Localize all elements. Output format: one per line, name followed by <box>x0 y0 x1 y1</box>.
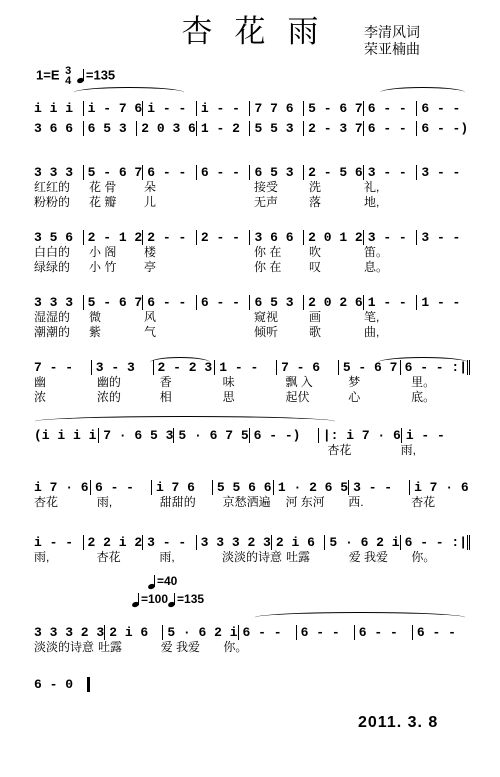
measure: 5 · 6 7 5 <box>173 428 248 443</box>
lyric-segment: 气 <box>144 325 157 339</box>
lyric-segment: 微 <box>89 310 102 324</box>
song-title: 杏花雨 <box>181 14 341 50</box>
measure: 2 - - <box>142 230 196 245</box>
measure: 3 6 6 <box>34 121 74 136</box>
measure: 6 - - <box>90 480 151 495</box>
lyric-segment: 接受 <box>254 180 279 194</box>
measure: 1 - 2 <box>196 121 250 136</box>
lyric-segment: 河 东河 <box>285 495 325 509</box>
lyric-segment: 地, <box>364 195 380 209</box>
lyric-segment: 红红的 <box>34 180 71 194</box>
quarter-note-icon <box>168 593 177 607</box>
lyric-segment: 飘 入 <box>285 375 313 389</box>
lyric-segment: 你 在 <box>254 245 282 259</box>
lyric-row <box>30 390 470 405</box>
lyric-segment: 底。 <box>411 390 436 404</box>
measure: 2 0 2 6 <box>303 295 363 310</box>
measure: 1 · 2 6 5 <box>273 480 348 495</box>
lyric-segment: 花 瓣 <box>89 195 117 209</box>
measure: 3 - - <box>416 165 470 180</box>
lyric-segment: 雨, <box>159 550 175 564</box>
lyric-segment: 吹 <box>309 245 322 259</box>
measure: i - - <box>142 101 196 116</box>
lyric-segment: 幽的 <box>96 375 121 389</box>
key-signature <box>36 66 115 86</box>
lyric-segment: 杏花 <box>34 495 59 509</box>
lyric-segment: 淡淡的诗意 <box>222 550 283 564</box>
lyric-segment: 思 <box>222 390 235 404</box>
lyric-segment: 紫 <box>89 325 102 339</box>
measure: 7 7 6 <box>249 101 303 116</box>
lyric-segment: 吐露 <box>98 640 123 654</box>
measure: 6 - - <box>238 625 296 640</box>
measure: 6 5 3 <box>249 165 303 180</box>
lyric-segment: 雨, <box>400 443 416 457</box>
quarter-note-icon <box>132 593 141 607</box>
measure: 3 3 3 2 3 <box>34 625 105 640</box>
score-system <box>30 160 470 210</box>
lyric-segment: 京愁洒遍 <box>222 495 271 509</box>
tempo-value: =135 <box>85 67 116 83</box>
measure: 7 · 6 5 3 <box>98 428 173 443</box>
measure: 5 - 6 7 <box>83 295 143 310</box>
score-system <box>30 620 470 655</box>
lyric-row <box>30 325 470 340</box>
quarter-note-icon <box>148 575 157 589</box>
score-system <box>30 290 470 340</box>
lyric-segment: 倾听 <box>254 325 279 339</box>
measure: 6 5 3 <box>83 121 137 136</box>
tie-line <box>378 357 468 368</box>
lyric-segment: 白白的 <box>34 245 71 259</box>
measure: 2 0 3 6 <box>136 121 196 136</box>
score-system <box>30 475 470 510</box>
measure: 6 5 3 <box>249 295 303 310</box>
lyric-segment: 亭 <box>144 260 157 274</box>
notation-row <box>30 475 470 495</box>
measure: 3 - - <box>416 230 470 245</box>
measure: 2 i 6 <box>271 535 325 550</box>
phrase-slur <box>35 416 335 427</box>
lyric-segment: 曲, <box>364 325 380 339</box>
lyric-segment: 杏花 <box>96 550 121 564</box>
lyric-segment: 你 在 <box>254 260 282 274</box>
measure: i - 7 6 <box>83 101 143 116</box>
lyric-row <box>30 550 470 565</box>
measure: 7 - - <box>34 360 74 375</box>
lyric-segment: 雨, <box>34 550 50 564</box>
measure: 3 - 3 <box>91 360 153 375</box>
lyric-segment: 歌 <box>309 325 322 339</box>
notation-row <box>30 96 470 116</box>
measure: 3 3 3 2 3 <box>196 535 271 550</box>
measure: i 7 6 <box>151 480 212 495</box>
measure: 7 - 6 <box>276 360 338 375</box>
lyric-segment: 笛。 <box>364 245 389 259</box>
measure: 3 3 3 <box>34 295 74 310</box>
notation-row <box>30 160 470 180</box>
lyric-segment: 起伏 <box>285 390 310 404</box>
measure: 6 - - <box>142 165 196 180</box>
lyric-segment: 小 阁 <box>89 245 117 259</box>
measure: 2 - 3 7 <box>303 121 363 136</box>
measure: 1 - - <box>214 360 276 375</box>
key-label: 1=E <box>36 67 60 83</box>
score-system <box>30 96 470 136</box>
tempo-a-value: =100 <box>141 592 169 606</box>
notation-row <box>30 530 470 550</box>
notation-row <box>30 116 470 136</box>
tempo-slow-value: =40 <box>157 574 178 588</box>
lyric-segment: 浓的 <box>96 390 121 404</box>
lyric-row <box>30 195 470 210</box>
measure: 6 - - <box>142 295 196 310</box>
measure: 2 - - <box>196 230 250 245</box>
lyric-segment: 叹 <box>309 260 322 274</box>
lyric-segment: 你。 <box>223 640 248 654</box>
measure: 1 - - <box>363 295 417 310</box>
lyric-segment: 朵 <box>144 180 157 194</box>
measure: 5 · 6 2 i <box>162 625 237 640</box>
tempo-mark-slow <box>148 574 177 589</box>
lyric-segment: 潮潮的 <box>34 325 71 339</box>
lyric-segment: 杏花 <box>327 443 352 457</box>
lyric-segment: 甜甜的 <box>159 495 196 509</box>
lyric-segment: 花 骨 <box>89 180 117 194</box>
notation-row <box>30 290 470 310</box>
lyric-segment: 味 <box>222 375 235 389</box>
tie-line <box>380 87 465 98</box>
credits <box>364 24 420 58</box>
measure: (i i i i <box>34 428 97 443</box>
score-system <box>30 423 470 458</box>
measure: 6 - - <box>296 625 354 640</box>
measure: 1 - - <box>416 295 470 310</box>
lyric-segment: 雨, <box>96 495 113 509</box>
lyric-segment: 梦 <box>348 375 361 389</box>
lyric-segment: 吐露 <box>286 550 311 564</box>
measure: 6 - 0 <box>30 677 90 692</box>
notation-row <box>30 620 470 640</box>
slur-line <box>74 87 184 98</box>
lyric-segment: 杏花 <box>411 495 436 509</box>
lyric-segment: 礼, <box>364 180 380 194</box>
measure: 2 0 1 2 <box>303 230 363 245</box>
measure: 6 - -) <box>416 121 470 136</box>
measure: 6 - - <box>354 625 412 640</box>
lyricist: 李清风词 <box>364 24 420 40</box>
measure: 6 - -) <box>249 428 318 443</box>
lyric-segment: 绿绿的 <box>34 260 71 274</box>
measure: 5 - 6 7 <box>83 165 143 180</box>
lyric-segment: 爱 我爱 <box>160 640 201 654</box>
lyric-row <box>30 495 470 510</box>
measure: 2 i 6 <box>104 625 162 640</box>
lyric-segment: 无声 <box>254 195 279 209</box>
measure: |: i 7 · 6 <box>318 428 401 443</box>
lyric-segment: 爱 我爱 <box>348 550 389 564</box>
score-system <box>30 672 90 692</box>
lyric-segment: 香 <box>159 375 172 389</box>
lyric-segment: 你。 <box>411 550 436 564</box>
lyric-segment: 浓 <box>34 390 47 404</box>
measure: 6 - - <box>196 295 250 310</box>
score-system <box>30 225 470 275</box>
composer: 荣亚楠曲 <box>364 41 420 57</box>
measure: 6 - - <box>412 625 470 640</box>
lyric-segment: 落 <box>309 195 322 209</box>
lyric-segment: 相 <box>159 390 172 404</box>
lyric-segment: 笔, <box>364 310 380 324</box>
lyric-segment: 淡淡的诗意 <box>34 640 95 654</box>
measure: 3 6 6 <box>249 230 303 245</box>
date: 2011. 3. 8 <box>358 714 439 731</box>
measure: 5 5 3 <box>249 121 303 136</box>
lyric-segment: 西. <box>348 495 364 509</box>
tempo-b-value: =135 <box>177 592 205 606</box>
time-signature <box>65 66 71 86</box>
measure: 5 - 6 7 <box>338 360 400 375</box>
lyric-segment: 画 <box>309 310 322 324</box>
lyric-segment: 心 <box>348 390 361 404</box>
score-system <box>30 530 470 565</box>
measure: 2 - 1 2 <box>83 230 143 245</box>
measure: 3 5 6 <box>34 230 74 245</box>
measure: 2 - 2 3 <box>153 360 215 375</box>
measure: 6 - - <box>196 165 250 180</box>
lyric-segment: 幽 <box>34 375 47 389</box>
lyric-segment: 风 <box>144 310 157 324</box>
lyric-segment: 儿 <box>144 195 157 209</box>
measure: 5 - 6 7 <box>303 101 363 116</box>
lyric-segment: 息。 <box>364 260 389 274</box>
measure: 3 - - <box>142 535 196 550</box>
measure: 6 - - <box>416 101 470 116</box>
measure: i 7 · 6 <box>409 480 470 495</box>
measure: 3 - - <box>348 480 409 495</box>
lyric-segment: 粉粉的 <box>34 195 71 209</box>
measure: 6 - - <box>363 101 417 116</box>
measure: 2 2 i 2 <box>83 535 143 550</box>
measure: 3 - - <box>363 165 417 180</box>
tempo-mark-change <box>132 592 204 607</box>
time-bottom: 4 <box>65 75 72 87</box>
lyric-row <box>30 443 470 458</box>
measure: i - - <box>34 535 74 550</box>
measure: i - - <box>401 428 470 443</box>
measure: i i i <box>34 101 74 116</box>
measure: i 7 · 6 <box>34 480 89 495</box>
measure: 5 5 6 6 <box>212 480 273 495</box>
slur-line <box>150 357 210 368</box>
lyric-segment: 洗 <box>309 180 322 194</box>
lyric-row <box>30 640 470 655</box>
measure: 6 - - :| <box>400 360 470 375</box>
measure: 6 - - :| <box>400 535 470 550</box>
lyric-segment: 楼 <box>144 245 157 259</box>
measure: 3 - - <box>363 230 417 245</box>
measure: 2 - 5 6 <box>303 165 363 180</box>
lyric-row <box>30 260 470 275</box>
lyric-segment: 里。 <box>411 375 436 389</box>
time-top: 3 <box>65 65 72 77</box>
quarter-note-icon <box>77 69 86 83</box>
notation-row <box>30 672 90 692</box>
measure: 5 · 6 2 i <box>324 535 399 550</box>
measure: 6 - - <box>363 121 417 136</box>
lyric-segment: 湿湿的 <box>34 310 71 324</box>
measure: i - - <box>196 101 250 116</box>
lyric-segment: 窥视 <box>254 310 279 324</box>
measure: 3 3 3 <box>34 165 74 180</box>
notation-row <box>30 225 470 245</box>
tie-line <box>255 612 465 623</box>
lyric-segment: 小 竹 <box>89 260 117 274</box>
